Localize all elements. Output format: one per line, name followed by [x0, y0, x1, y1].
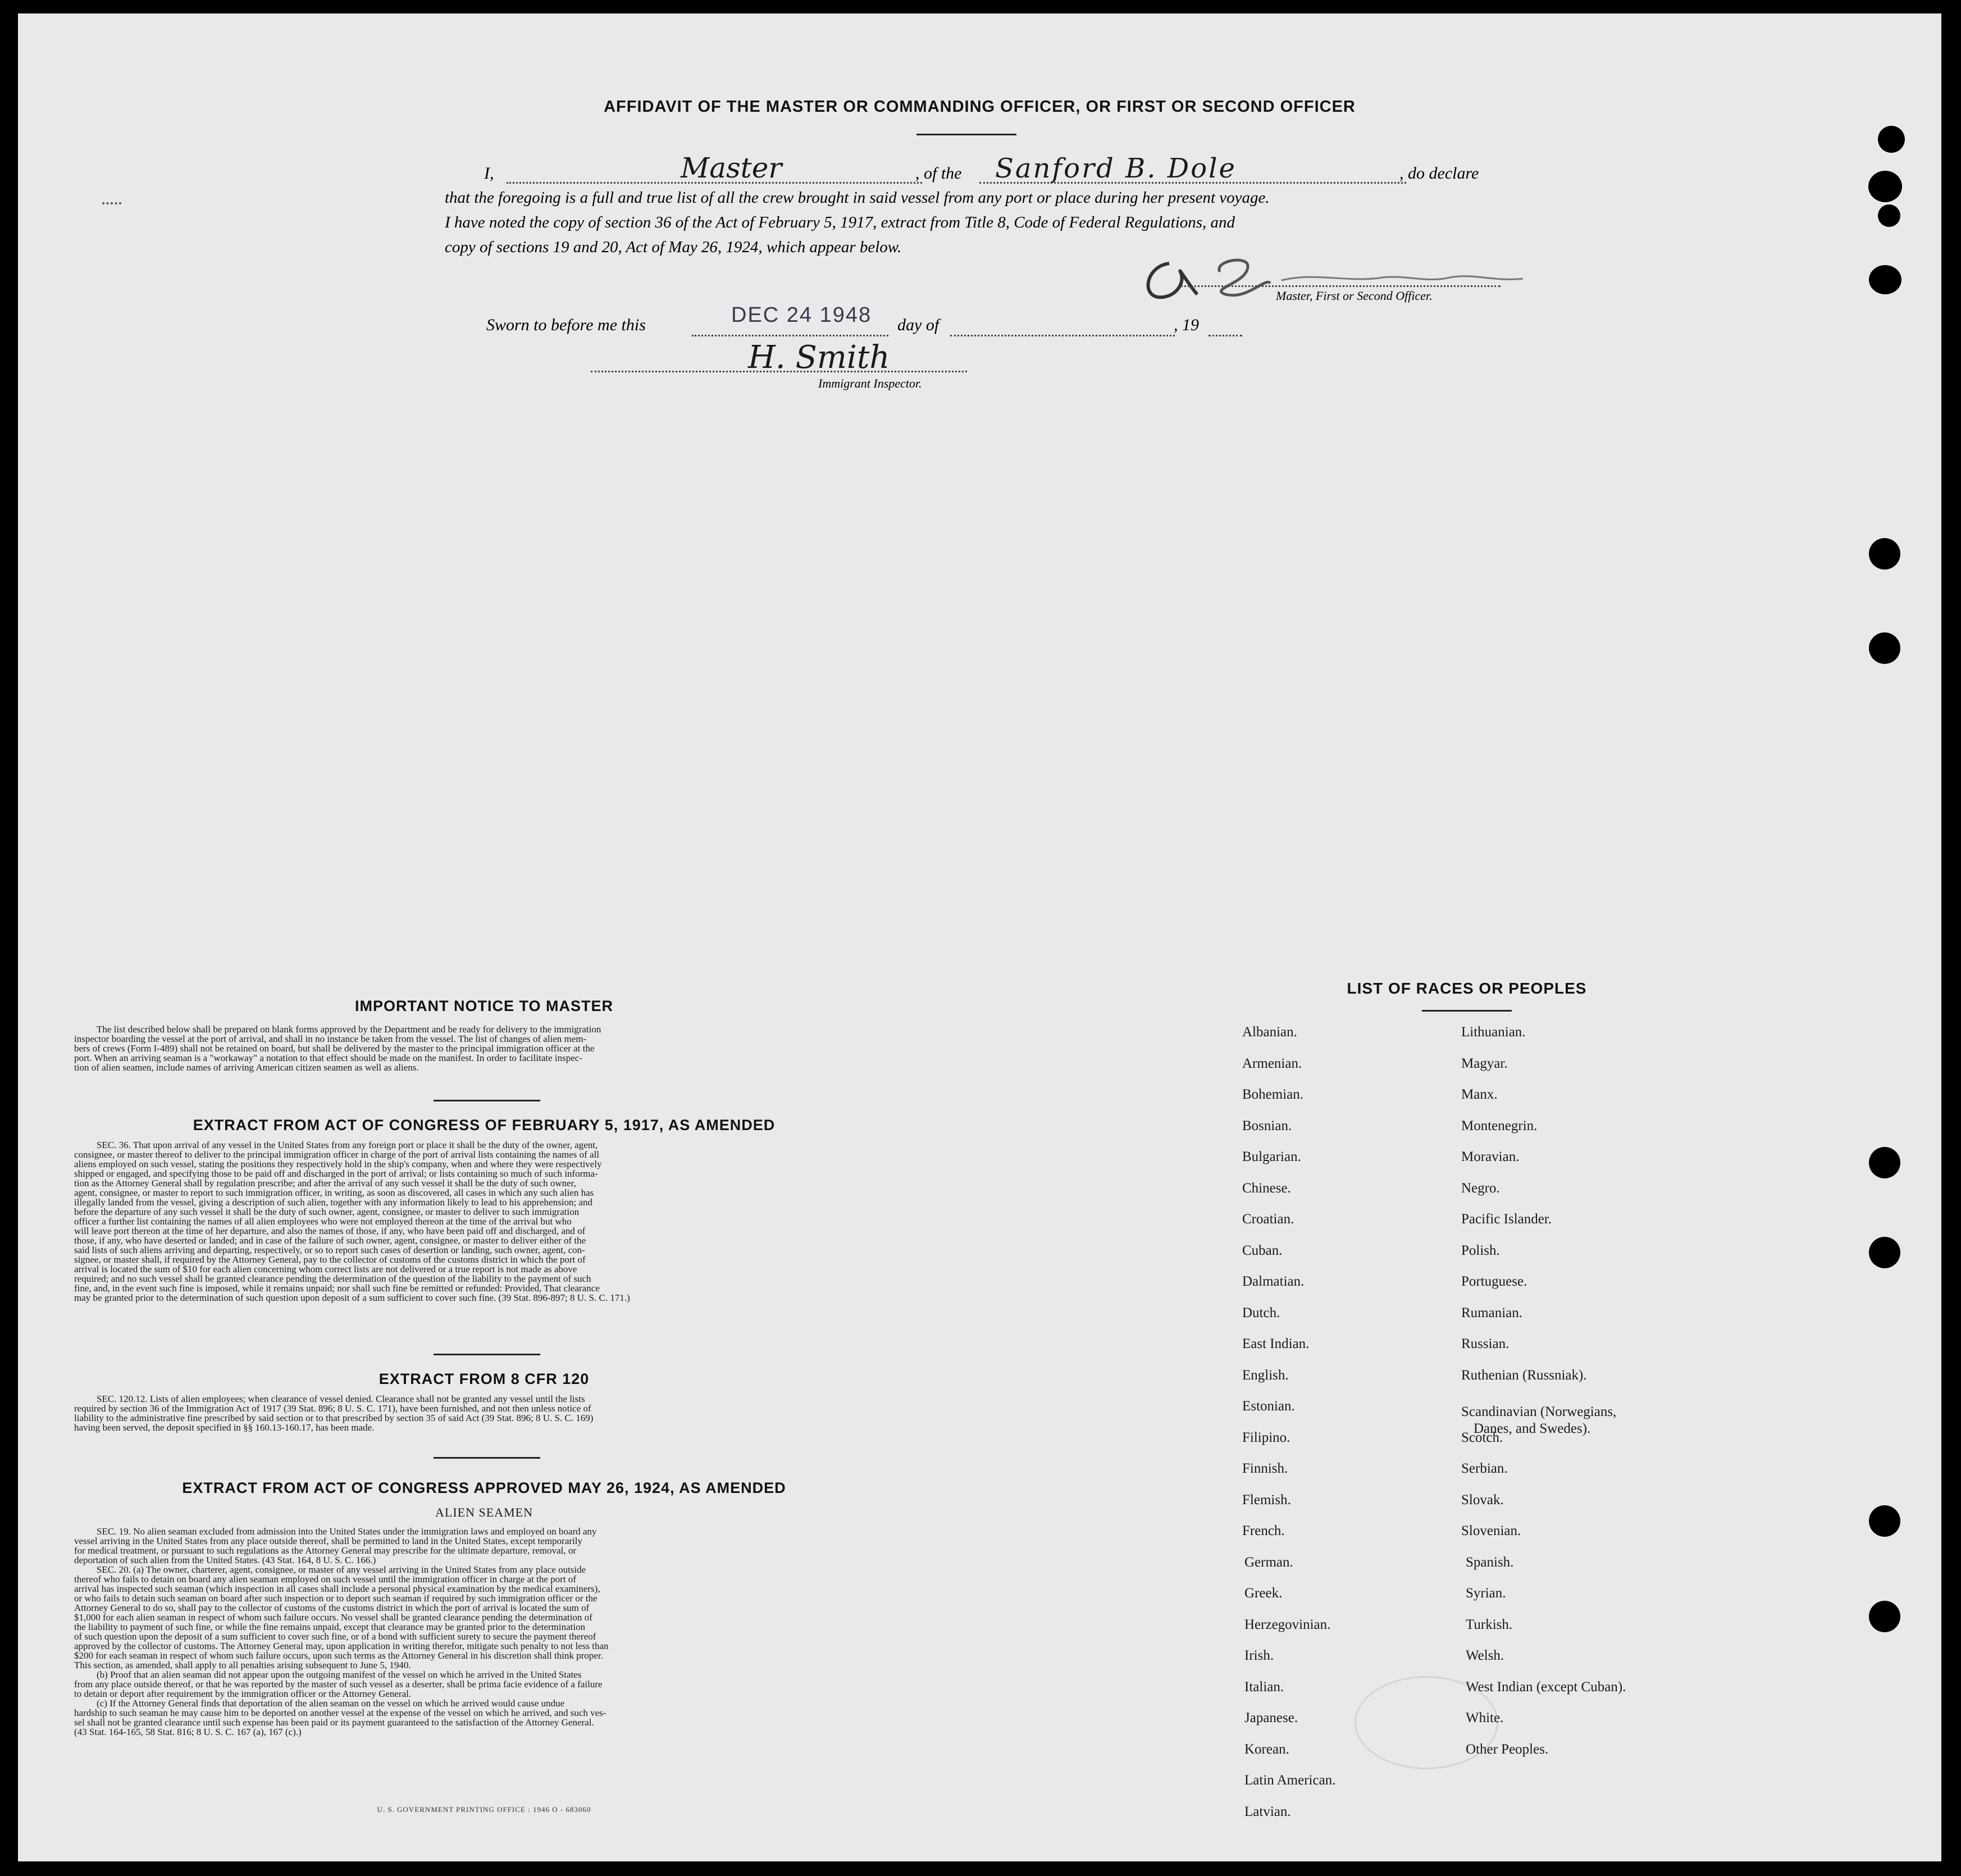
- race-item: White.: [1466, 1710, 1504, 1725]
- text-line: (43 Stat. 164-165, 58 Stat. 816; 8 U. S. C. 167 (a), 167 (c).): [74, 1727, 302, 1737]
- extract-1917-text: [74, 1140, 922, 1303]
- text-line: thereof who fails to detain on board any alien seaman employed on such vessel until the immigration officer in charge at the port of: [74, 1574, 576, 1584]
- race-item: Manx.: [1461, 1087, 1498, 1102]
- text-line: shipped or engaged, and specifying those to be paid off and discharged in the port of arrival; or lists containing so much of such informa-: [74, 1168, 598, 1179]
- text-line: from any place outside thereof, or that he was reported by the master of such vessel as a deserter, shall be prima facie evidence of a failure: [74, 1679, 603, 1690]
- affidavit-i: I,: [484, 164, 494, 183]
- race-item: Dutch.: [1242, 1305, 1280, 1321]
- text-line: hardship to such seaman he may cause him to be deported on another vessel at the expense of the vessel on which he arrived, and such ves-: [74, 1707, 606, 1718]
- text-line: officer a further list containing the names of all alien employees who were not employed thereon at the time of the arrival but who: [74, 1216, 572, 1227]
- extract-cfr-divider: [434, 1457, 540, 1459]
- race-item: Russian.: [1461, 1336, 1509, 1351]
- race-item: Syrian.: [1466, 1586, 1506, 1601]
- race-item: Lithuanian.: [1461, 1024, 1526, 1040]
- race-item: Spanish.: [1466, 1554, 1514, 1570]
- race-item: Welsh.: [1466, 1648, 1504, 1663]
- text-line: will leave port thereon at the time of her departure, and also the names of those, if any, who have been paid off and discharged, and of: [74, 1226, 586, 1236]
- extract-cfr-title: EXTRACT FROM 8 CFR 120: [378, 1370, 590, 1387]
- text-line: having been served, the deposit specified in §§ 160.13-160.17, has been made.: [74, 1422, 375, 1433]
- race-item: German.: [1244, 1554, 1293, 1570]
- text-line: SEC. 20. (a) The owner, charterer, agent, consignee, or master of any vessel arriving in the United States from any place outside: [97, 1564, 586, 1575]
- race-item: Bulgarian.: [1242, 1149, 1301, 1164]
- races-title-underline: [1422, 1010, 1512, 1012]
- text-line: $200 for each seaman in respect of whom such failure occurs, upon such terms as the Attorney General in his discretion shall think proper.: [74, 1650, 603, 1661]
- extract-1924-subtitle: ALIEN SEAMEN: [435, 1505, 533, 1519]
- race-item: Bohemian.: [1242, 1087, 1304, 1102]
- do-declare-label: , do declare: [1399, 164, 1479, 183]
- race-item: Korean.: [1244, 1741, 1289, 1757]
- notice-line: The list described below shall be prepared on blank forms approved by the Department and be ready for delivery to the immigration: [97, 1024, 601, 1035]
- text-line: (c) If the Attorney General finds that deportation of the alien seaman on the vessel on which he arrived would cause undue: [97, 1698, 565, 1709]
- notice-line: port. When an arriving seaman is a "workaway" a notation to that effect should be made on the manifest. In order to facilitate inspec-: [74, 1053, 582, 1063]
- sworn-label: Sworn to before me this: [486, 316, 646, 334]
- race-item: Serbian.: [1461, 1461, 1508, 1476]
- race-item: Filipino.: [1242, 1429, 1290, 1445]
- race-item: Latvian.: [1244, 1804, 1291, 1819]
- race-item: Armenian.: [1242, 1055, 1302, 1071]
- text-line: liability to the administrative fine prescribed by said section or to that prescribed by section 35 of said Act (39 Stat. 896; 8 U. S. C. 169): [74, 1413, 594, 1423]
- master-caption: Master, First or Second Officer.: [1276, 289, 1433, 303]
- race-item: Turkish.: [1466, 1617, 1513, 1632]
- races-title: LIST OF RACES OR PEOPLES: [1347, 980, 1587, 997]
- race-item: Bosnian.: [1242, 1118, 1292, 1133]
- race-item: Negro.: [1461, 1180, 1500, 1196]
- text-line: may be granted prior to the determination of such question upon deposit of a sum sufficient to cover such fine. (39 Stat. 896-897; 8 U. S. C. 171.): [74, 1292, 630, 1303]
- text-line: required by section 36 of the Immigration Act of 1917 (39 Stat. 896; 8 U. S. C. 171), have been furnished, and not then unless notice of: [74, 1403, 591, 1414]
- race-item: Albanian.: [1242, 1024, 1297, 1040]
- text-line: aliens employed on such vessel, stating the positions they respectively hold in the ship's company, when and where they were respectively: [74, 1159, 602, 1169]
- speck-mark: [102, 202, 121, 212]
- text-line: arrival has inspected such seaman (which inspection in all cases shall include a personal physical examination by the medical examiners),: [74, 1583, 600, 1594]
- text-line: This section, as amended, shall apply to all penalties arising subsequent to June 5, 1940.: [74, 1660, 411, 1670]
- document-page: [18, 13, 1941, 1861]
- race-item: Ruthenian (Russniak).: [1461, 1367, 1587, 1383]
- race-item: Scandinavian (Norwegians,: [1461, 1404, 1617, 1419]
- race-item: English.: [1242, 1367, 1289, 1383]
- binder-hole: [1869, 1147, 1900, 1178]
- inspector-signature-line: [591, 371, 967, 372]
- text-line: or who fails to detain such seaman on board after such inspection or to deport such seaman if required by such immigration officer or the: [74, 1593, 598, 1604]
- date-stamp: DEC 24 1948: [731, 303, 872, 327]
- inspector-caption: Immigrant Inspector.: [818, 376, 922, 390]
- text-line: SEC. 36. That upon arrival of any vessel in the United States from any foreign port or place it shall be the duty of the owner, agent,: [97, 1140, 598, 1150]
- text-line: approved by the collector of customs. The Attorney General may, upon application in writing therefor, mitigate such penalty to not less than: [74, 1641, 609, 1651]
- race-item: Polish.: [1461, 1242, 1500, 1258]
- notice-line: tion of alien seamen, include names of arriving American citizen seamen as well as aliens.: [74, 1062, 419, 1073]
- race-item: Other Peoples.: [1466, 1741, 1549, 1757]
- binder-hole: [1868, 171, 1902, 202]
- extract-1917-divider: [434, 1354, 540, 1355]
- text-line: said lists of such aliens arriving and departing, respectively, or so to report such cases of desertion or landing, such owner, agent, con-: [74, 1245, 585, 1255]
- race-item: Japanese.: [1244, 1710, 1298, 1725]
- sworn-date-line: [692, 335, 888, 336]
- binder-hole: [1869, 1505, 1900, 1537]
- race-item: Chinese.: [1242, 1180, 1291, 1196]
- text-line: for medical treatment, or pursuant to such regulations as the Attorney General may prescribe for the ultimate departure, removal, or: [74, 1545, 577, 1556]
- race-item: East Indian.: [1242, 1336, 1310, 1351]
- binder-hole: [1878, 204, 1900, 227]
- title-underline: [916, 134, 1016, 135]
- race-item: Estonian.: [1242, 1399, 1295, 1414]
- race-item: Slovak.: [1461, 1492, 1504, 1508]
- text-line: SEC. 19. No alien seaman excluded from admission into the United States under the immigration laws and employed on board any: [97, 1526, 597, 1537]
- notice-title: IMPORTANT NOTICE TO MASTER: [355, 998, 613, 1014]
- affidavit-line-2: that the foregoing is a full and true list of all the crew brought in said vessel from any port or place during her present voyage.: [445, 189, 1270, 207]
- notice-line: inspector boarding the vessel at the port of arrival, and shall in no instance be taken from the vessel. The list of changes of alien mem-: [74, 1033, 587, 1044]
- race-item: Danes, and Swedes).: [1474, 1421, 1591, 1436]
- race-item: Finnish.: [1242, 1461, 1288, 1476]
- text-line: deportation of such alien from the United States. (43 Stat. 164, 8 U. S. C. 166.): [74, 1555, 376, 1565]
- text-line: vessel arriving in the United States from any place outside thereof, shall be permitted to land in the United States, except temporarily: [74, 1536, 582, 1546]
- race-item: Latin American.: [1244, 1773, 1336, 1788]
- binder-hole: [1869, 632, 1900, 664]
- text-line: sel shall not be granted clearance until such expense has been paid or its payment guaranteed to the satisfaction of the Attorney General.: [74, 1717, 594, 1728]
- extract-cfr-text: [74, 1394, 922, 1432]
- text-line: (b) Proof that an alien seaman did not appear upon the outgoing manifest of the vessel on which he arrived in the United States: [97, 1669, 582, 1680]
- race-item: West Indian (except Cuban).: [1466, 1679, 1626, 1695]
- race-item: Flemish.: [1242, 1492, 1291, 1508]
- extract-1924-title: EXTRACT FROM ACT OF CONGRESS APPROVED MAY 26, 1924, AS AMENDED: [182, 1479, 786, 1496]
- text-line: SEC. 120.12. Lists of alien employees; when clearance of vessel denied. Clearance shall not be granted any vessel until the lists: [97, 1394, 585, 1404]
- race-item: Magyar.: [1461, 1055, 1508, 1071]
- binder-hole: [1869, 1237, 1900, 1268]
- master-handwritten: Master: [681, 152, 782, 184]
- text-line: the liability to payment of such fine, or while the fine remains unpaid, except that clearance may be granted prior to the determination: [74, 1622, 586, 1632]
- race-item: Moravian.: [1461, 1149, 1520, 1164]
- notice-divider: [434, 1100, 540, 1101]
- notice-line: bers of crews (Form I-489) shall not be retained on board, but shall be delivered by the master to the principal immigration officer at the: [74, 1043, 595, 1054]
- extract-1917-title: EXTRACT FROM ACT OF CONGRESS OF FEBRUARY 5, 1917, AS AMENDED: [193, 1117, 776, 1133]
- text-line: those, if any, who have deserted or landed; and in case of the failure of such owner, agent, consignee, or master to deliver either of the: [74, 1235, 586, 1246]
- text-line: $1,000 for each alien seaman in respect of whom such failure occurs. No vessel shall be granted clearance pending the determination of: [74, 1612, 592, 1623]
- race-item: Croatian.: [1242, 1212, 1294, 1227]
- faint-stamp-mark: [1355, 1676, 1498, 1769]
- race-item: Cuban.: [1242, 1242, 1283, 1258]
- text-line: agent, consignee, or master to report to such immigration officer, in writing, as soon as discovered, all cases in which any such alien has: [74, 1187, 594, 1198]
- text-line: of such question upon the deposit of a sum sufficient to cover such fine, or of a bond with sufficient surety to secure the payment thereof: [74, 1631, 596, 1642]
- binder-hole: [1869, 1601, 1900, 1632]
- printer-imprint: U. S. GOVERNMENT PRINTING OFFICE : 1946 O - 683060: [377, 1805, 591, 1814]
- year-label: , 19: [1174, 316, 1199, 334]
- notice-text: [74, 1024, 922, 1072]
- race-item: French.: [1242, 1523, 1285, 1538]
- binder-hole: [1878, 126, 1905, 153]
- affidavit-title: AFFIDAVIT OF THE MASTER OR COMMANDING OFFICER, OR FIRST OR SECOND OFFICER: [604, 98, 1356, 116]
- race-item: Herzegovinian.: [1244, 1617, 1331, 1632]
- race-item: Rumanian.: [1461, 1305, 1523, 1321]
- race-item: Italian.: [1244, 1679, 1284, 1695]
- races-right-column: [1461, 1024, 1753, 1839]
- affidavit-line-3: I have noted the copy of section 36 of the Act of February 5, 1917, extract from Title 8, Code of Federal Regulations, and: [445, 213, 1235, 231]
- text-line: signee, or master shall, if required by the Attorney General, pay to the collector of customs of the customs district in which the port of: [74, 1254, 586, 1265]
- extract-1924-text: [74, 1527, 922, 1737]
- text-line: illegally landed from the vessel, giving a description of such alien, together with any information likely to lead to his apprehension; and: [74, 1197, 592, 1208]
- year-line: [1208, 335, 1242, 336]
- day-of-label: day of: [897, 316, 940, 334]
- race-item: Slovenian.: [1461, 1523, 1521, 1538]
- text-line: required; and no such vessel shall be granted clearance pending the determination of the question of the liability to the payment of such: [74, 1273, 591, 1284]
- text-line: arrival is located the sum of $10 for each alien concerning whom correct lists are not delivered or a true report is not made as above: [74, 1264, 577, 1274]
- month-line: [950, 335, 1175, 336]
- text-line: consignee, or master thereof to deliver to the principal immigration officer in charge of the port of arrival lists containing the names of all: [74, 1149, 600, 1160]
- race-item: Pacific Islander.: [1461, 1212, 1552, 1227]
- race-item: Greek.: [1244, 1586, 1283, 1601]
- binder-hole: [1869, 538, 1900, 570]
- race-item: Dalmatian.: [1242, 1274, 1305, 1289]
- vessel-handwritten: Sanford B. Dole: [995, 153, 1237, 184]
- race-item: Montenegrin.: [1461, 1118, 1538, 1133]
- text-line: tion as the Attorney General shall by regulation prescribe; and after the arrival of any such vessel it shall be the duty of such owner,: [74, 1178, 576, 1189]
- text-line: before the departure of any such vessel it shall be the duty of such owner, agent, consignee, or master to deliver to such immigration: [74, 1206, 580, 1217]
- text-line: to detain or deport after requirement by the immigration officer or the Attorney General.: [74, 1688, 412, 1699]
- of-the-label: , of the: [915, 164, 962, 183]
- inspector-signature: H. Smith: [748, 339, 890, 376]
- text-line: Attorney General to do so, shall pay to the collector of customs of the customs district in which the port of arrival is located the sum of: [74, 1602, 590, 1613]
- master-signature-line: [1180, 285, 1501, 287]
- race-item: Irish.: [1244, 1648, 1274, 1663]
- affidavit-line-4: copy of sections 19 and 20, Act of May 26, 1924, which appear below.: [445, 238, 902, 256]
- text-line: fine, and, in the event such fine is imposed, while it remains unpaid; nor shall such fine be remitted or refunded: Provided, That clearance: [74, 1283, 600, 1294]
- race-item: Portuguese.: [1461, 1274, 1527, 1289]
- race-item: Scotch.: [1461, 1429, 1503, 1445]
- binder-hole: [1869, 265, 1901, 294]
